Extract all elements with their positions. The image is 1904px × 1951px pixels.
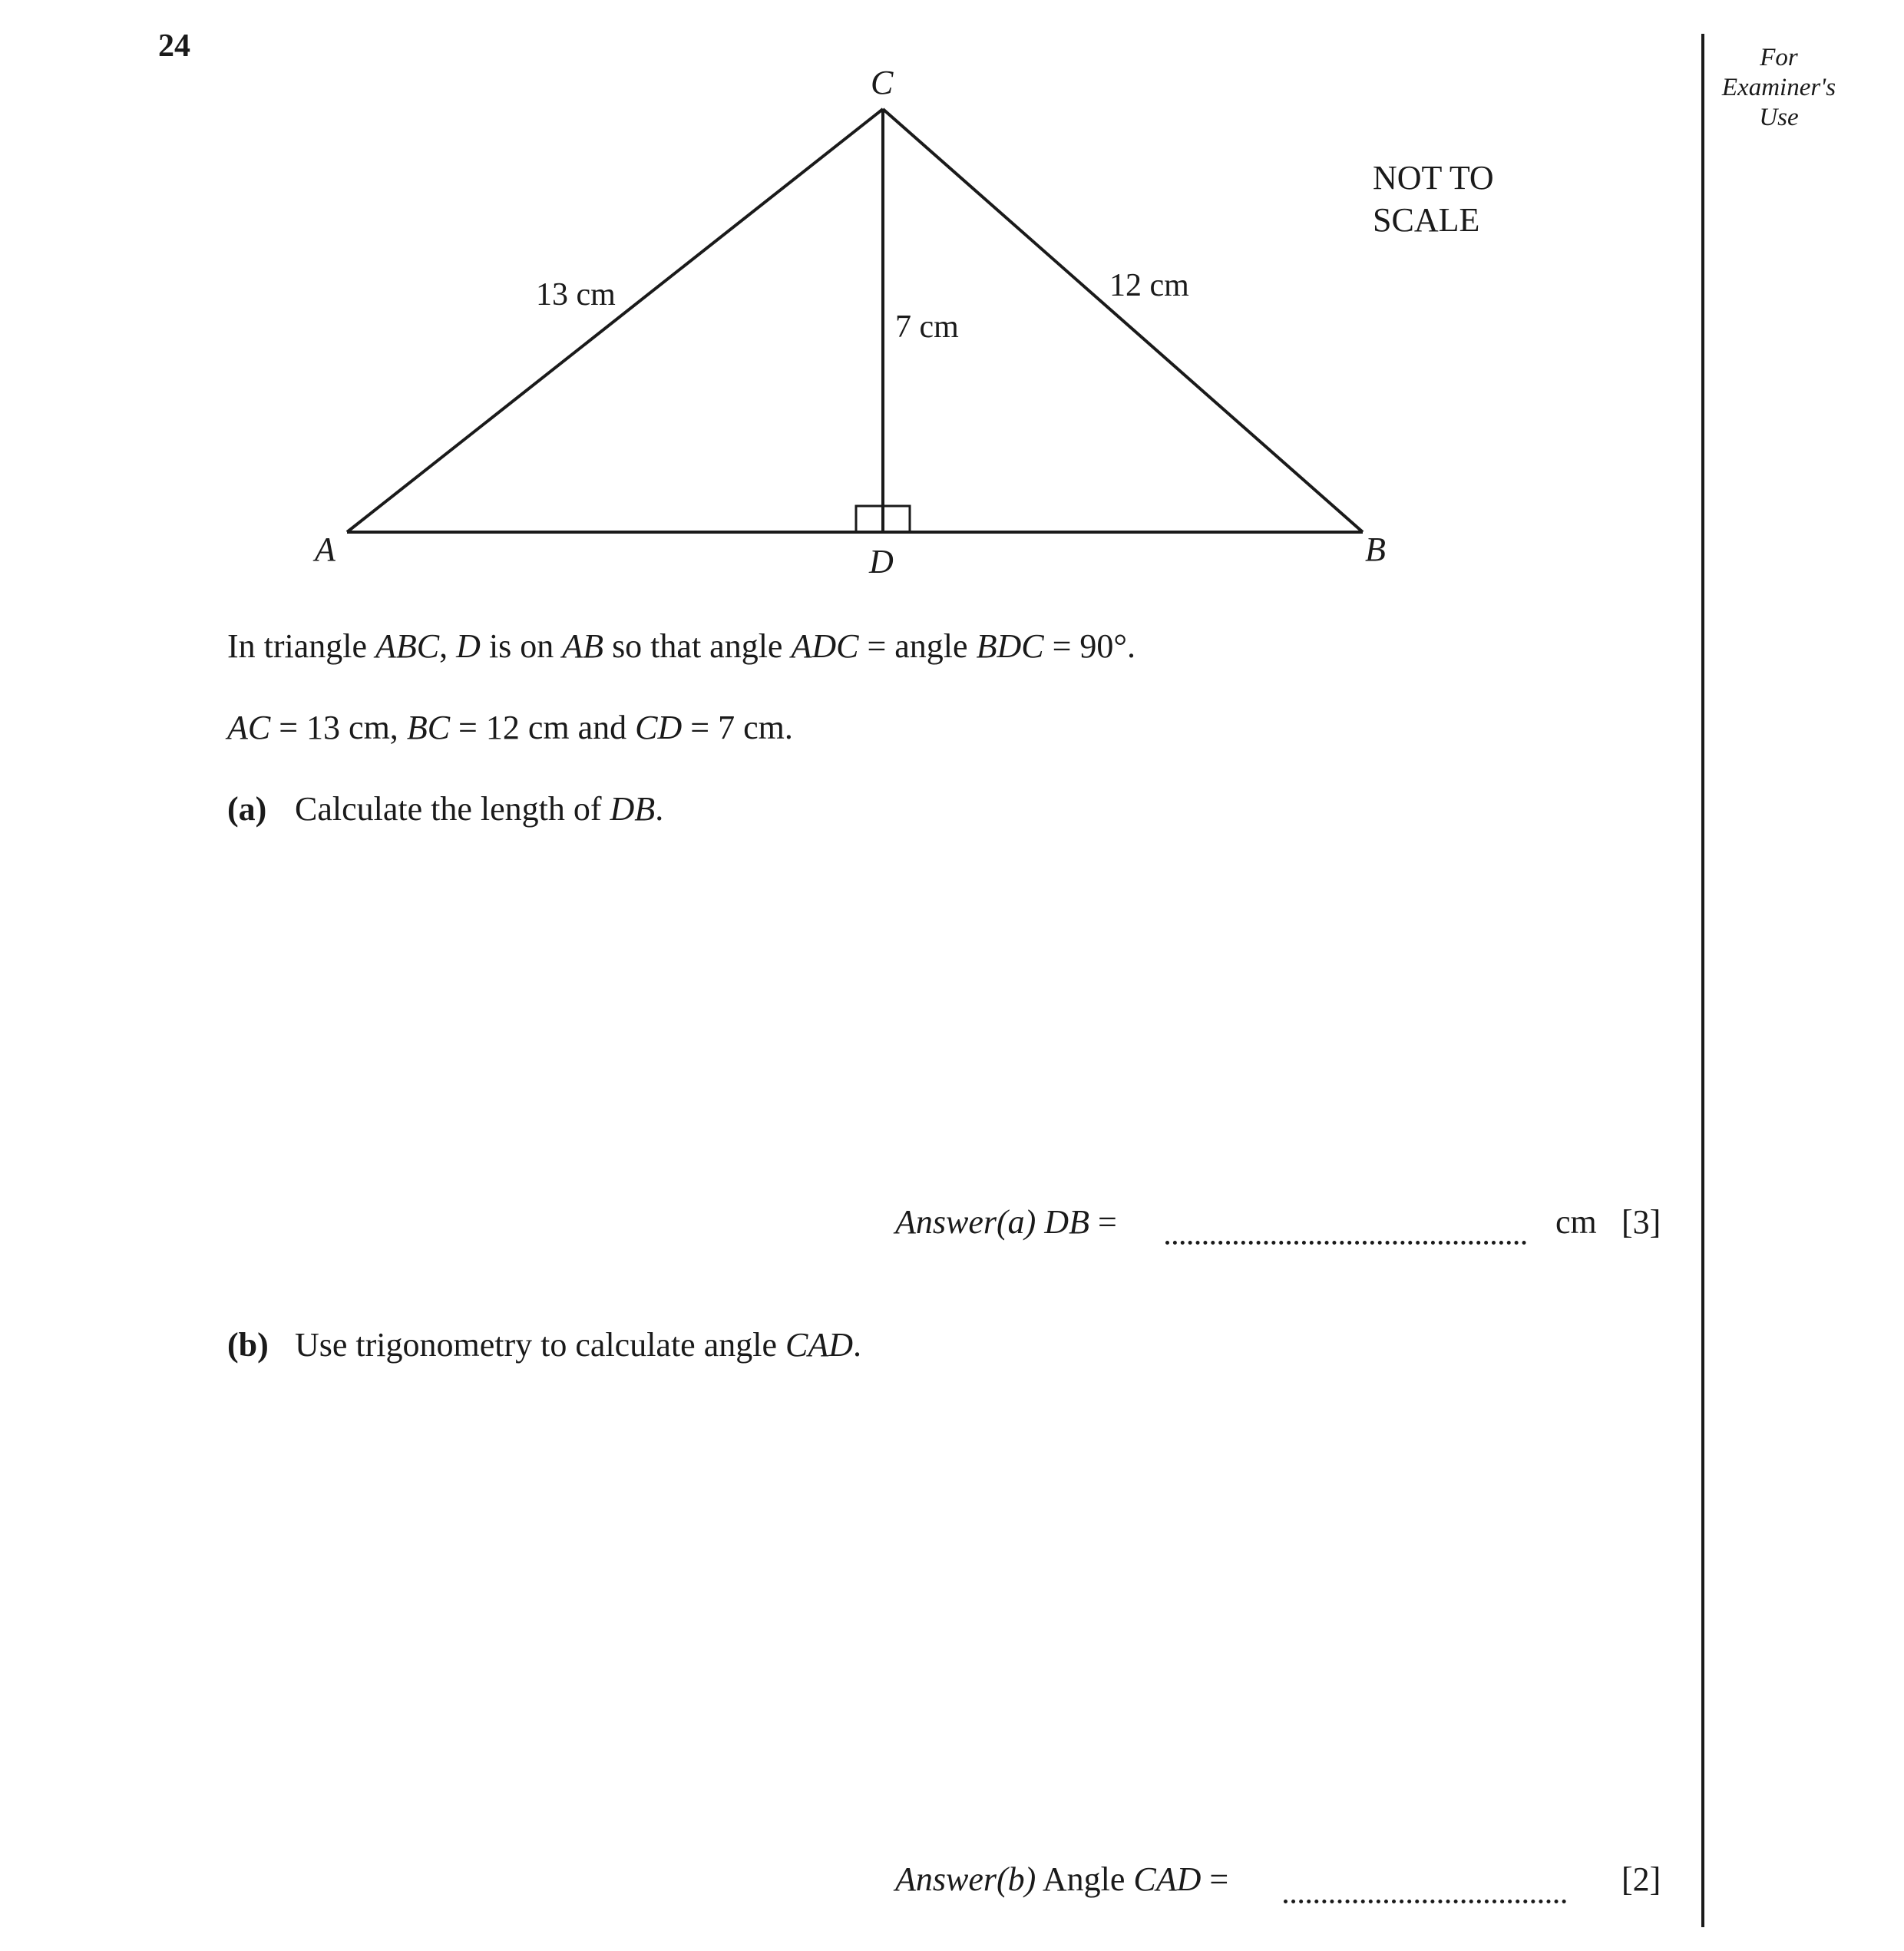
examiner-label-line1: For bbox=[1760, 44, 1798, 71]
var-db: DB bbox=[610, 790, 656, 828]
not-to-scale-line2: SCALE bbox=[1373, 201, 1480, 239]
vertex-label-d: D bbox=[869, 543, 894, 580]
right-angle-marker-right bbox=[883, 506, 910, 532]
vertex-label-a: A bbox=[315, 531, 336, 568]
right-angle-marker-left bbox=[856, 506, 883, 532]
answer-a-marks: [3] bbox=[1621, 1203, 1661, 1241]
intro-text: so that angle bbox=[603, 627, 792, 665]
question-text: Use trigonometry to calculate angle bbox=[295, 1326, 785, 1364]
var-ab: AB bbox=[562, 627, 604, 665]
equals-sign: = bbox=[1201, 1860, 1229, 1898]
var-cad: CAD bbox=[1133, 1860, 1202, 1898]
var-bdc: BDC bbox=[976, 627, 1044, 665]
question-text: . bbox=[655, 790, 664, 828]
var-adc: ADC bbox=[791, 627, 859, 665]
var-cd: CD bbox=[635, 709, 683, 746]
var-ac: AC bbox=[227, 709, 271, 746]
var-cad: CAD bbox=[785, 1326, 853, 1364]
answer-label: Answer(b) bbox=[895, 1860, 1036, 1898]
question-text: . bbox=[853, 1326, 861, 1364]
answer-b-label bbox=[895, 1860, 1228, 1899]
part-b-question bbox=[295, 1325, 861, 1364]
intro-text: In triangle bbox=[227, 627, 376, 665]
not-to-scale-note bbox=[1373, 157, 1603, 241]
vertex-label-b: B bbox=[1365, 531, 1386, 568]
intro-text: = 12 cm and bbox=[450, 709, 636, 746]
page-number: 24 bbox=[158, 28, 190, 64]
intro-text: = 7 cm. bbox=[682, 709, 793, 746]
question-text: Calculate the length of bbox=[295, 790, 610, 828]
side-ac bbox=[347, 109, 883, 532]
not-to-scale-line1: NOT TO bbox=[1373, 159, 1494, 197]
answer-a-dotted-line bbox=[1165, 1241, 1526, 1245]
answer-text: Angle bbox=[1036, 1860, 1134, 1898]
examiner-label-line3: Use bbox=[1759, 104, 1799, 131]
answer-a-unit: cm bbox=[1555, 1203, 1597, 1241]
intro-text: is on bbox=[480, 627, 563, 665]
triangle-diagram bbox=[0, 0, 1904, 614]
intro-text: = angle bbox=[858, 627, 977, 665]
intro-line-1 bbox=[227, 627, 1135, 666]
answer-a-label bbox=[895, 1202, 1117, 1242]
measurement-ac: 13 cm bbox=[536, 277, 616, 312]
var-bc: BC bbox=[406, 709, 451, 746]
part-a-label: (a) bbox=[227, 790, 267, 828]
answer-label: Answer(a) DB bbox=[895, 1203, 1089, 1241]
answer-b-dotted-line bbox=[1284, 1900, 1566, 1903]
part-b-label: (b) bbox=[227, 1326, 269, 1364]
intro-line-2 bbox=[227, 708, 793, 747]
intro-text: = 13 cm, bbox=[270, 709, 407, 746]
answer-b-field[interactable] bbox=[1284, 1893, 1566, 1907]
intro-text: , bbox=[439, 627, 457, 665]
part-a-question bbox=[295, 789, 663, 828]
measurement-cd: 7 cm bbox=[895, 309, 959, 345]
examiner-label-line2: Examiner's bbox=[1721, 74, 1836, 101]
equals-sign: = bbox=[1089, 1203, 1117, 1241]
vertex-label-c: C bbox=[871, 64, 894, 101]
intro-text: = 90°. bbox=[1043, 627, 1135, 665]
measurement-bc: 12 cm bbox=[1109, 268, 1189, 303]
var-abc: ABC bbox=[375, 627, 440, 665]
var-d: D bbox=[456, 627, 481, 665]
answer-b-marks: [2] bbox=[1621, 1860, 1661, 1898]
answer-a-field[interactable] bbox=[1165, 1235, 1526, 1248]
